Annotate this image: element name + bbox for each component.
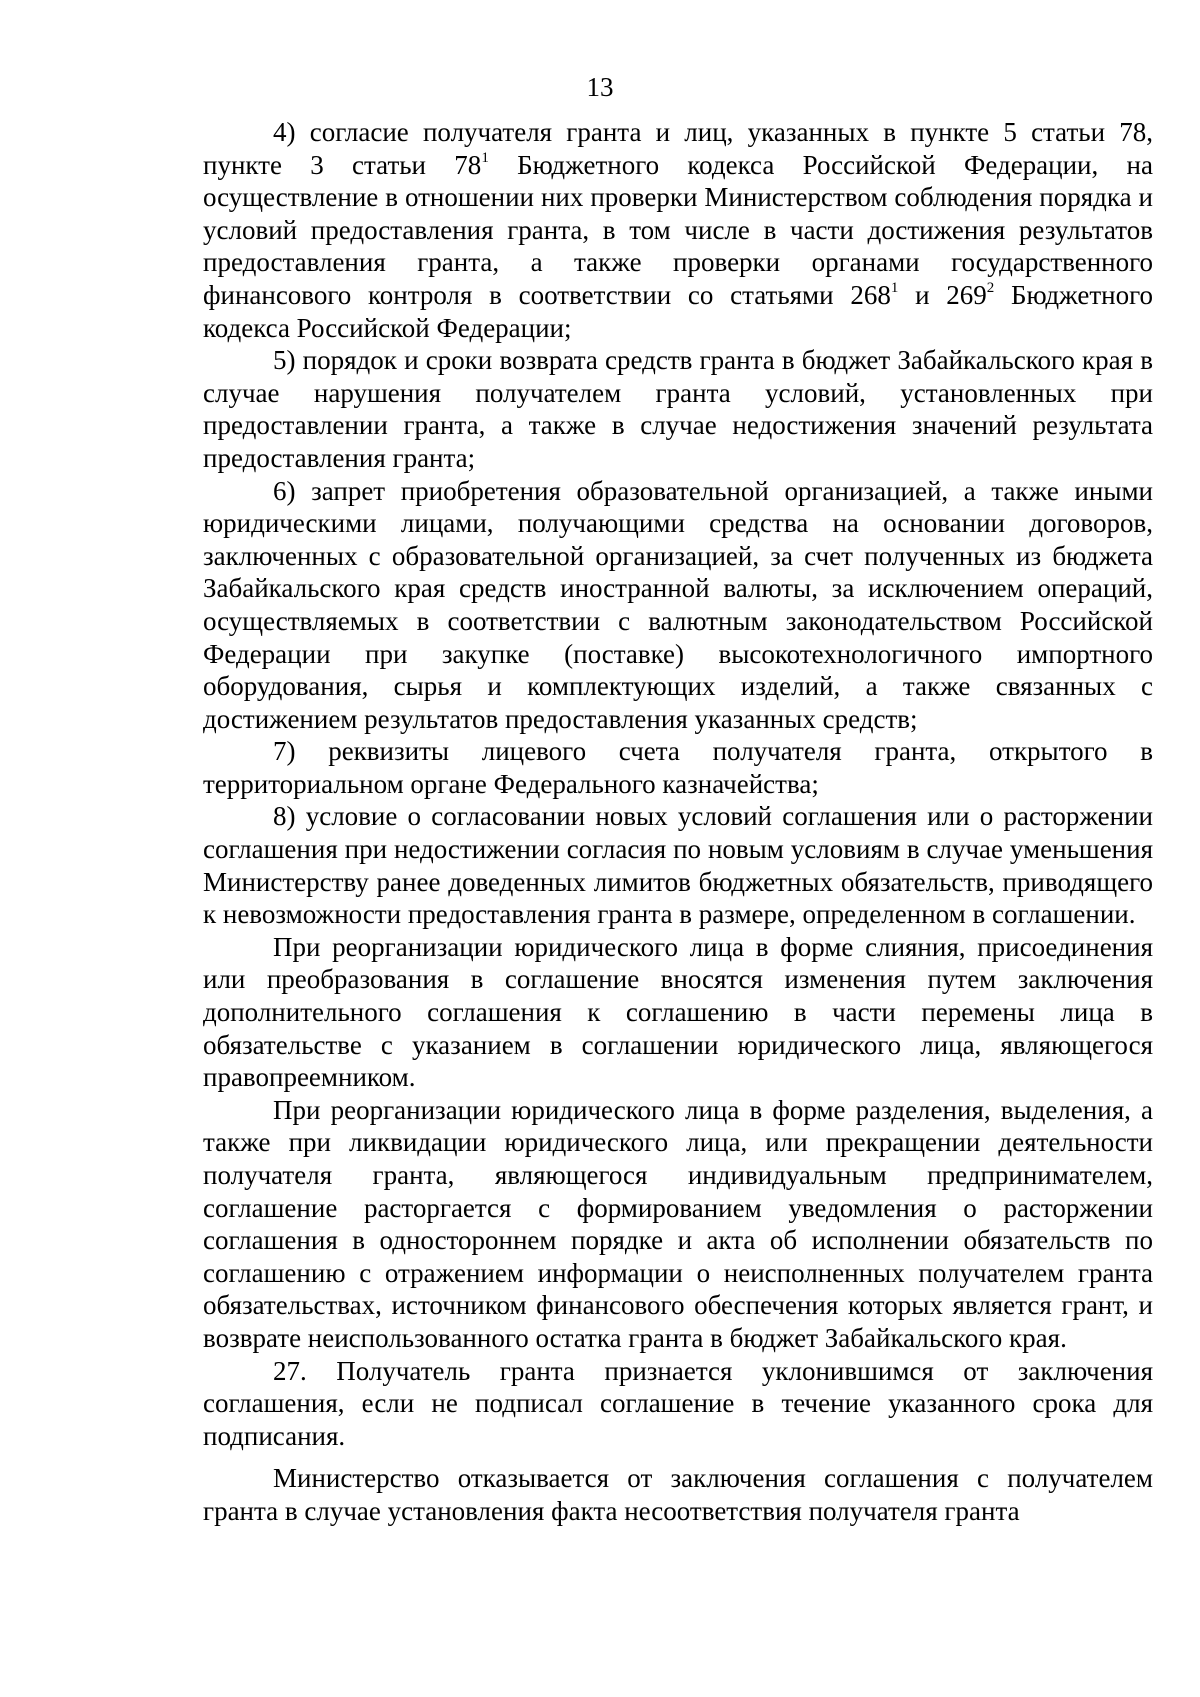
paragraph-item-6: 6) запрет приобретения образовательной организацией, а также иными юридическими лицами, получающими средства на основании договоров, заключенных с образовательной организацией, за счет полученных из бюджета Забайкальского края средств иностранной валюты, за исключением операций, осуществляемых в соответствии с валютным законодательством Российской Федерации при закупке (поставке) высокотехнологичного импортного оборудования, сырья и комплектующих изделий, а также связанных с достижением результатов предоставления указанных средств;: [203, 475, 1153, 734]
paragraph-text: Бюджетного кодекса Российской Федерации;: [203, 279, 1153, 343]
paragraph-text: 4) согласие получателя гранта и лиц, указанных в пункте 5 статьи 78, пункте 3 статьи 78: [203, 117, 1153, 180]
document-body: [203, 116, 1153, 1528]
paragraph-reorganization-division: При реорганизации юридического лица в форме разделения, выделения, а также при ликвидации юридического лица, или прекращении деятельности получателя гранта, являющегося индивидуальным предпринимателем, соглашение расторгается с формированием уведомления о расторжении соглашения в одностороннем порядке и акта об исполнении обязательств по соглашению с отражением информации о неисполненных получателем гранта обязательствах, источником финансового обеспечения которых является грант, и возврате неиспользованного остатка гранта в бюджет Забайкальского края.: [203, 1094, 1153, 1353]
paragraph-item-5: 5) порядок и сроки возврата средств гранта в бюджет Забайкальского края в случае нарушения получателем гранта условий, установленных при предоставлении гранта, а также в случае недостижения значений результата предоставления гранта;: [203, 345, 1153, 473]
superscript: 1: [890, 279, 899, 296]
superscript: 2: [986, 279, 995, 296]
page-number: 13: [586, 72, 614, 102]
paragraph-clause-27: 27. Получатель гранта признается уклонившимся от заключения соглашения, если не подписал соглашение в течение указанного срока для подписания.: [203, 1355, 1153, 1451]
paragraph-text: Бюджетного кодекса Российской Федерации, на осуществление в отношении них проверки Министерством соблюдения порядка и условий предоставления гранта, в том числе в части достижения результатов предоставления гранта, а также проверки органами государственного финансового контроля в соответствии со статьями 268: [203, 149, 1153, 310]
superscript: 1: [481, 149, 489, 166]
paragraph-item-4: [203, 116, 1153, 344]
paragraph-refusal: Министерство отказывается от заключения соглашения с получателем гранта в случае установления факта несоответствия получателя гранта: [203, 1463, 1153, 1526]
paragraph-text: и 269: [898, 279, 987, 310]
paragraph-reorganization-merger: При реорганизации юридического лица в форме слияния, присоединения или преобразования в соглашение вносятся изменения путем заключения дополнительного соглашения к соглашению в части перемены лица в обязательстве с указанием в соглашении юридического лица, являющегося правопреемником.: [203, 931, 1153, 1093]
paragraph-item-8: 8) условие о согласовании новых условий соглашения или о расторжении соглашения при недостижении согласия по новым условиям в случае уменьшения Министерству ранее доведенных лимитов бюджетных обязательств, приводящего к невозможности предоставления гранта в размере, определенном в соглашении.: [203, 801, 1153, 930]
paragraph-item-7: 7) реквизиты лицевого счета получателя гранта, открытого в территориальном органе Федерального казначейства;: [203, 736, 1153, 799]
